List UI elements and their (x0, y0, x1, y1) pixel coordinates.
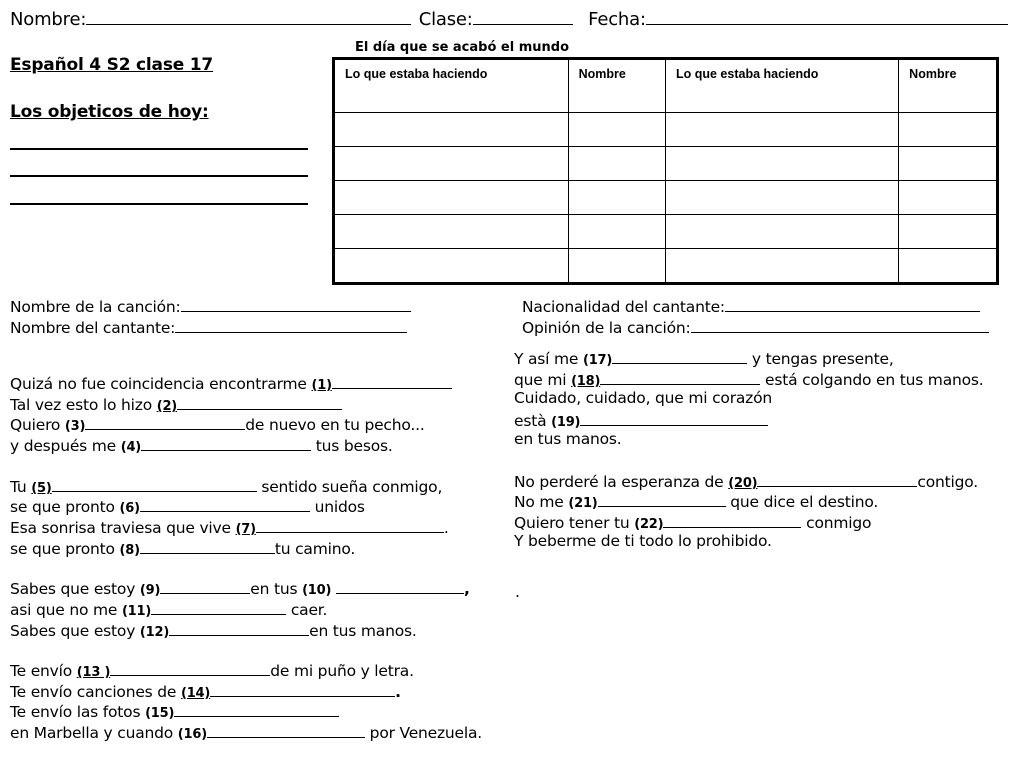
table-cell[interactable] (665, 249, 898, 284)
table-cell[interactable] (899, 113, 998, 147)
course-title: Español 4 S2 clase 17 (10, 55, 214, 75)
lyric-line: se que pronto (6) unidos (10, 495, 365, 519)
singer-name-field[interactable] (175, 316, 407, 333)
blank-9[interactable] (160, 577, 250, 594)
lyric-line: y después me (4) tus besos. (10, 434, 393, 458)
lyric-line: Tu (5) sentido sueña conmigo, (10, 475, 442, 499)
nationality-row (522, 295, 980, 317)
table-cell[interactable] (568, 113, 665, 147)
blank-16[interactable] (207, 721, 365, 738)
lyric-line: Y beberme de ti todo lo prohibido. (514, 532, 772, 550)
table-row (334, 249, 998, 284)
lyric-line: Tal vez esto lo hizo (2) (10, 393, 342, 417)
class-field[interactable] (473, 6, 573, 25)
lyric-line: Sabes que estoy (12) en tus manos. (10, 619, 417, 643)
table-cell[interactable] (334, 147, 569, 181)
lyric-line: Y así me (17) y tengas presente, (514, 347, 894, 371)
table-row (334, 113, 998, 147)
table-header-name: Nombre (568, 59, 665, 113)
table-cell[interactable] (334, 181, 569, 215)
lyric-line: Te envío (13 ) de mi puño y letra. (10, 659, 414, 683)
song-name-row (10, 295, 411, 317)
lyric-line: en Marbella y cuando (16) por Venezuela. (10, 721, 482, 745)
name-field[interactable] (86, 6, 411, 25)
objectives-title: Los objeticos de hoy: (10, 102, 209, 122)
lyric-line: Sabes que estoy (9) en tus (10) , (10, 577, 470, 601)
blank-14[interactable] (210, 680, 395, 697)
blank-1[interactable] (332, 372, 452, 389)
lyric-line: No perderé la esperanza de (20) contigo. (514, 470, 978, 494)
table-cell[interactable] (568, 147, 665, 181)
objective-line-1[interactable] (10, 148, 308, 150)
opinion-label: Opinión de la canción: (522, 319, 691, 337)
lyric-line: No me (21) que dice el destino. (514, 490, 878, 514)
table-cell[interactable] (334, 113, 569, 147)
lyric-line: està (19) (514, 409, 768, 433)
date-field[interactable] (646, 6, 1008, 25)
blank-17[interactable] (612, 347, 747, 364)
blank-12[interactable] (169, 619, 309, 636)
blank-2[interactable] (177, 393, 342, 410)
lyric-line: Esa sonrisa traviesa que vive (7) . (10, 516, 449, 540)
table-row (334, 215, 998, 249)
lyric-line: Cuidado, cuidado, que mi corazón (514, 389, 773, 407)
nationality-label: Nacionalidad del cantante: (522, 298, 725, 316)
nationality-field[interactable] (725, 295, 980, 312)
blank-11[interactable] (151, 598, 286, 615)
name-label: Nombre: (10, 9, 87, 30)
table-cell[interactable] (334, 215, 569, 249)
table-row (334, 181, 998, 215)
blank-20[interactable] (757, 470, 917, 487)
table-cell[interactable] (899, 215, 998, 249)
lyric-line: Quiero (3) de nuevo en tu pecho... (10, 413, 425, 437)
blank-8[interactable] (140, 537, 275, 554)
stray-dot: . (515, 583, 520, 601)
table-cell[interactable] (568, 181, 665, 215)
objective-line-3[interactable] (10, 203, 308, 205)
song-name-label: Nombre de la canción: (10, 298, 181, 316)
blank-15[interactable] (174, 700, 339, 717)
blank-5[interactable] (52, 475, 257, 492)
singer-name-label: Nombre del cantante: (10, 319, 176, 337)
blank-10[interactable] (336, 577, 464, 594)
table-cell[interactable] (665, 215, 898, 249)
song-name-field[interactable] (181, 295, 411, 312)
lyric-line: se que pronto (8) tu camino. (10, 537, 355, 561)
lyric-line: asi que no me (11) caer. (10, 598, 327, 622)
table-title: El día que se acabó el mundo (355, 40, 570, 55)
lyric-line: que mi (18) está colgando en tus manos. (514, 368, 984, 392)
blank-18[interactable] (600, 368, 760, 385)
blank-3[interactable] (85, 413, 245, 430)
lyric-line: Te envío canciones de (14) . (10, 680, 401, 704)
table-cell[interactable] (334, 249, 569, 284)
lyric-line: Te envío las fotos (15) (10, 700, 339, 724)
blank-7[interactable] (256, 516, 444, 533)
class-label: Clase: (418, 9, 473, 30)
table-row (334, 147, 998, 181)
table-cell[interactable] (899, 181, 998, 215)
lyric-line: Quizá no fue coincidencia encontrarme (1) (10, 372, 452, 396)
blank-6[interactable] (140, 495, 310, 512)
table-cell[interactable] (665, 181, 898, 215)
blank-19[interactable] (580, 409, 768, 426)
table-header-activity: Lo que estaba haciendo (665, 59, 898, 113)
table-cell[interactable] (899, 249, 998, 284)
table-cell[interactable] (568, 249, 665, 284)
table-header-name: Nombre (899, 59, 998, 113)
blank-22[interactable] (663, 511, 801, 528)
table-header-activity: Lo que estaba haciendo (334, 59, 569, 113)
objective-line-2[interactable] (10, 175, 308, 177)
table-cell[interactable] (665, 113, 898, 147)
date-label: Fecha: (588, 9, 646, 30)
lyric-line: Quiero tener tu (22) conmigo (514, 511, 871, 535)
opinion-row (522, 316, 989, 338)
lyric-line: en tus manos. (514, 430, 622, 448)
blank-21[interactable] (598, 490, 726, 507)
table-cell[interactable] (899, 147, 998, 181)
singer-name-row (10, 316, 407, 338)
table-cell[interactable] (568, 215, 665, 249)
blank-4[interactable] (141, 434, 311, 451)
opinion-field[interactable] (691, 316, 989, 333)
header-line (10, 6, 1008, 30)
table-cell[interactable] (665, 147, 898, 181)
activity-table (332, 57, 999, 285)
blank-13[interactable] (110, 659, 270, 676)
